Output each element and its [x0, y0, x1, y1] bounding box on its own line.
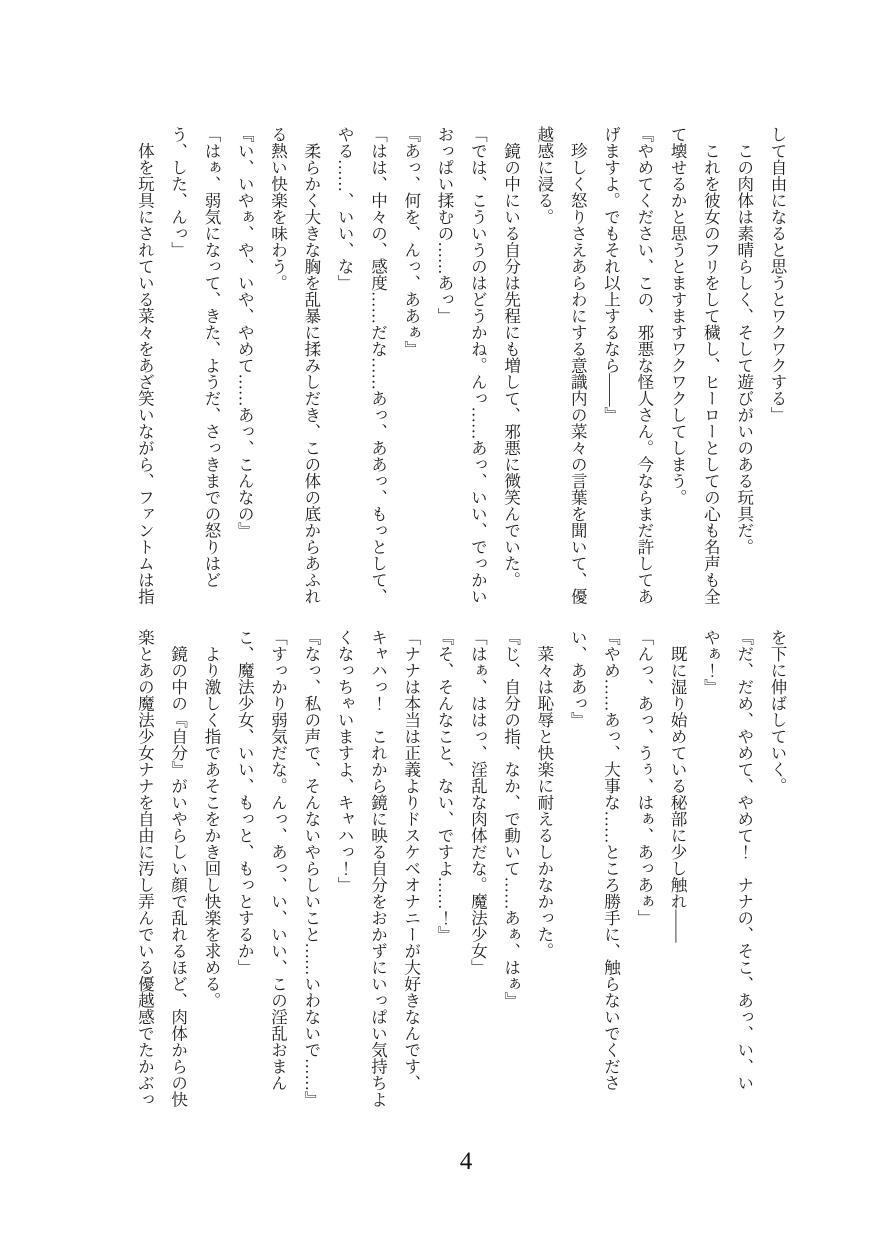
text-line: これを彼女のフリをして穢し、ヒーローとしての心も名声も全	[701, 126, 721, 605]
text-line: 「はぁ、ははっ、淫乱な肉体だな。魔法少女」	[468, 629, 488, 976]
page-number: 4	[459, 1148, 473, 1175]
text-line: やる……、いい、な」	[335, 126, 355, 291]
text-line: を下に伸ばしていく。	[768, 629, 787, 794]
text-line: 「はぁ、弱気になって、きた、ようだ、さっきまでの怒りはど	[201, 126, 221, 588]
text-line: 既に湿り始めている秘部に少し触れ——	[668, 629, 688, 943]
text-line: 「では、こういうのはどうかね。んっ……あっ、いい、でっかい	[468, 126, 488, 605]
text-line: 『やめてください、この、邪悪な怪人さん。今ならまだ許してあ	[634, 126, 654, 605]
text-line: う、した、んっ」	[168, 126, 188, 258]
text-line: る熱い快楽を味わう。	[268, 126, 288, 291]
text-line: 『なっ、私の声で、そんないやらしいこと……いわないで……』	[301, 629, 321, 1108]
text-line: て壊せるかと思うとますますワクワクしてしまう。	[668, 126, 688, 506]
text-line: 越感に浸る。	[534, 126, 554, 225]
text-line: 「はは、中々の、感度……だな……あっ、ああっ、もっとして、	[368, 126, 388, 605]
text-line: おっぱい揉むの……あっ」	[435, 126, 455, 324]
text-line: して自由になると思うとワクワクする」	[768, 126, 787, 423]
text-line: やぁ！』	[701, 629, 721, 695]
text-line: キャハっ！ これから鏡に映る自分をおかずにいっぱい気持ちよ	[368, 629, 388, 1108]
text-line: 珍しく怒りさえあらわにする意識内の菜々の言葉を聞いて、優	[568, 126, 588, 605]
text-line: 「んっ、あっ、うぅ、はぁ、あっあぁ」	[634, 629, 654, 926]
text-line: 『じ、自分の指、なか、で動いて……あぁ、はぁ』	[501, 629, 521, 1009]
text-line: 「ナナは本当は正義よりドスケベオナニーが大好きなんです、	[401, 629, 421, 1091]
text-line: 『だ、だめ、やめて、やめて！ ナナの、そこ、あっ、い、い	[734, 629, 754, 1091]
text-line: 菜々は恥辱と快楽に耐えるしかなかった。	[534, 629, 554, 959]
text-line: くなっちゃいますよ、キャハっ！」	[335, 629, 355, 893]
text-line: い、ああっ』	[568, 629, 588, 728]
text-line: より激しく指であそこをかき回し快楽を求める。	[201, 629, 221, 1009]
text-line: 『そ、そんなこと、ない、ですよ……！』	[435, 629, 455, 943]
text-block-lower	[128, 629, 794, 1134]
text-line: こ、魔法少女、いい、もっと、もっとするか」	[235, 629, 255, 976]
text-line: 柔らかく大きな胸を乱暴に揉みしだき、この体の底からあふれ	[301, 126, 321, 605]
text-block-upper	[128, 126, 794, 631]
text-line: 「すっかり弱気だな。んっ、あっ、い、いい、この淫乱おまん	[268, 629, 288, 1091]
text-line: 楽とあの魔法少女ナナを自由に汚し弄んでいる優越感でたかぶっ	[135, 629, 155, 1108]
text-line: げますよ。でもそれ以上するなら——』	[601, 126, 621, 423]
text-line: この肉体は素晴らしく、そして遊びがいのある玩具だ。	[734, 126, 754, 555]
text-line: 『やめ……あっ、大事な……ところ勝手に、触らないでくださ	[601, 629, 621, 1091]
text-line: 体を玩具にされている菜々をあざ笑いながら、ファントムは指	[135, 126, 155, 605]
text-line: 鏡の中の『自分』がいやらしい顔で乱れるほど、肉体からの快	[168, 629, 188, 1108]
text-line: 『い、いやぁ、や、いや、やめて……あっ、こんなの』	[235, 126, 255, 539]
text-line: 鏡の中にいる自分は先程にも増して、邪悪に微笑んでいた。	[501, 126, 521, 588]
text-line: 『あっ、何を、んっ、ああぁ』	[401, 126, 421, 357]
